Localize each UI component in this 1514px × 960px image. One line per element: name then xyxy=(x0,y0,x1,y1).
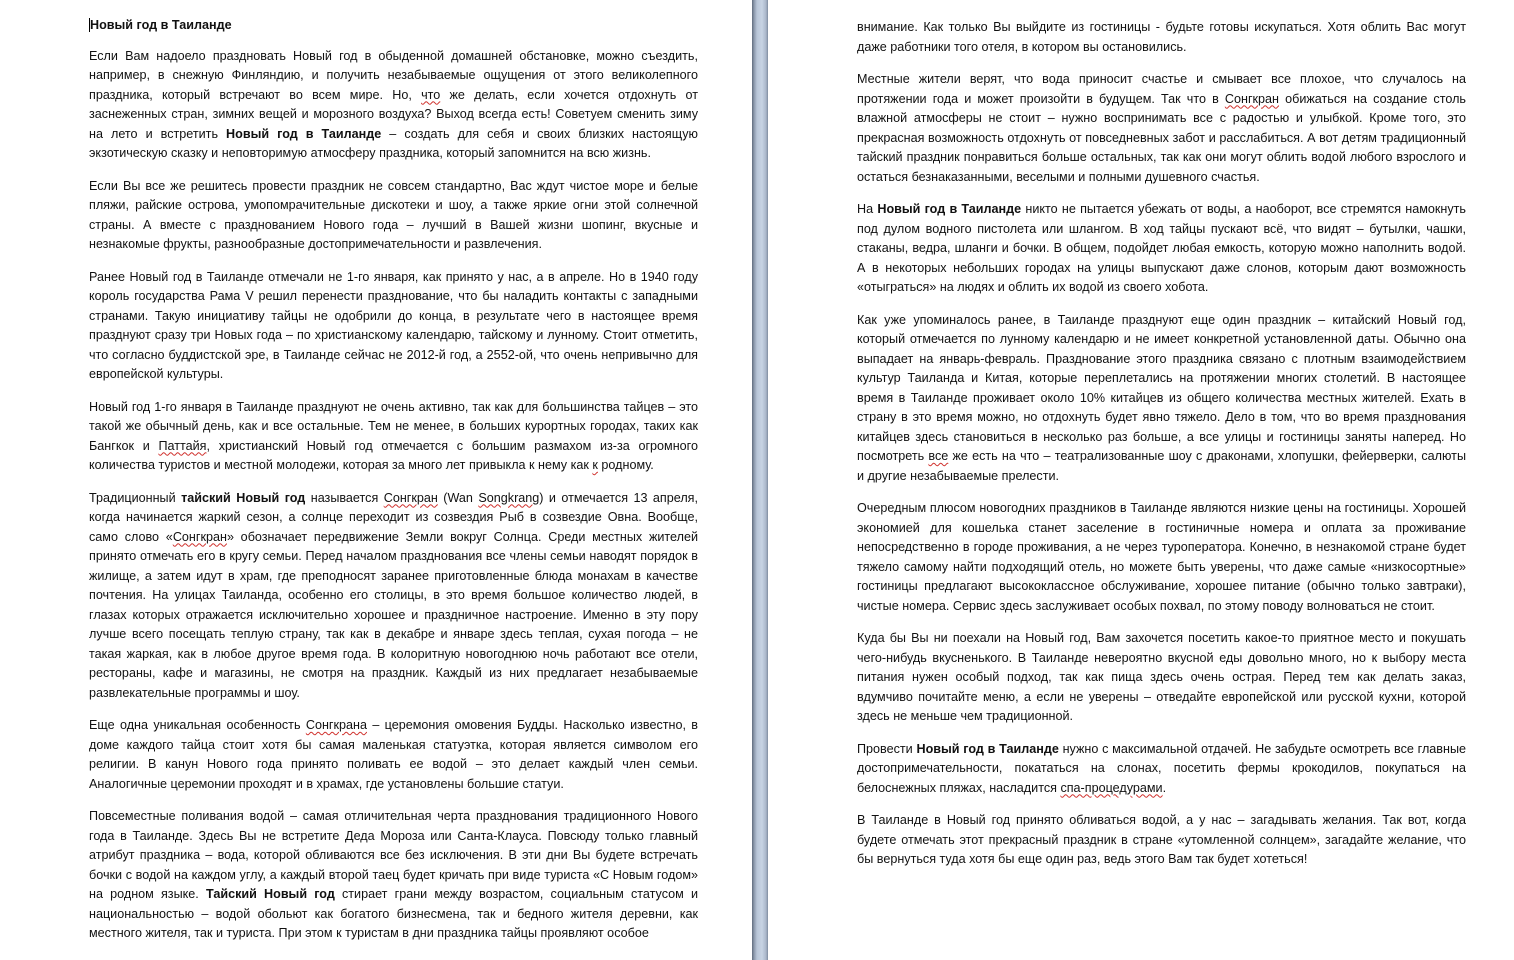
spellcheck-word[interactable]: спа-процедурами xyxy=(1060,780,1163,795)
paragraph-beaches: Если Вы все же решитесь провести праздник не совсем стандартно, Вас ждут чистое море и белые пляжи, райские острова, умопомрачительные дискотеки и шоу, а также яркие огни этой солнечной страны. А вместе с празднованием Нового года – лучший в Вашей жизни шопинг, вкусные и незнакомые фрукты, разнообразные достопримечательности и развлечения. xyxy=(89,178,698,251)
right-page-text[interactable] xyxy=(857,18,1466,883)
page-gutter xyxy=(752,0,768,960)
document-page-right[interactable] xyxy=(768,0,1514,960)
left-page-text[interactable] xyxy=(89,16,698,957)
paragraph-songkran: Традиционный тайский Новый год называется Сонгкран (Wan Songkrang) и отмечается 13 апреля, когда начинается жаркий сезон, а солнце переходит из созвездия Рыб в созвездие Овна. Вообще, само слово «Сонгкран» обозначает передвижение Земли вокруг Солнца. Среди местных жителей принято отмечать его в кругу семьи. Перед началом празднования все члены семьи наводят порядок в жилище, а затем идут в храм, где преподносят заранее приготовленные блюда монахам в качестве почтения. На улицах Таиланда, особенно его столицы, в это время большое количество людей, в глазах которых отражается исключительно хорошее и праздничное настроение. Именно в эту пору лучше всего посещать теплую страну, так как в декабре и январе здесь теплая, сухая погода – не такая жаркая, как в любое другое время года. В колоритную новогоднюю ночь работают все отели, рестораны, кафе и магазины, не смотря на праздник. Каждый из них предлагает незабываемые развлекательные программы и шоу. xyxy=(89,490,699,700)
paragraph-water: Повсеместные поливания водой – самая отличительная черта празднования традиционного Нового года в Таиланде. Здесь Вы не встретите Деда Мороза или Санта-Клауса. Повсюду только главный атрибут праздника – вода, которой обливаются все без исключения. В эти дни Вы будете встречать бочки с водой на каждом углу, а каждый второй таец будет кричать при виде туриста «С Новым годом» на родном языке. Тайский Новый год стирает грани между возрастом, социальным статусом и национальностью – водой обольют как богатого бизнесмена, так и бедного жителя деревни, как местного жителя, так и туриста. При этом к туристам в дни праздника тайцы проявляют особое xyxy=(89,809,699,940)
spellcheck-word[interactable]: Сонгкран xyxy=(1224,91,1280,106)
spellcheck-word[interactable]: все xyxy=(928,449,949,463)
paragraph-january: Новый год 1-го января в Таиланде празднуют не очень активно, так как для большинства тайцев – это такой же обычный день, как и все остальные. Тем не менее, в больших курортных городах, таких как Бангкок и Паттайя, христианский Новый год отмечается с большим размахом из-за огромного количества туристов и местной молодежи, которая за много лет привыкла к нему как к родному. xyxy=(89,399,698,472)
spellcheck-word[interactable]: Songkrang xyxy=(478,490,540,505)
spellcheck-word[interactable]: Сонгкран xyxy=(383,490,438,505)
paragraph-chinese-new-year: Как уже упоминалось ранее, в Таиланде празднуют еще один праздник – китайский Новый год, который отмечается по лунному календарю и не имеет конкретной установленной даты. Обычно она выпадает на январь-февраль. Празднование этого праздника связано с плотным взаимодействием культур Таиланда и Китая, которые переплетались на протяжении многих столетий. В настоящее время в Таиланде проживает около 10% китайцев из общего количества местных жителей. Ехать в страну в это время можно, но отдохнуть будет явно тяжело. Дело в том, что во время празднования китайцев здесь становиться в несколько раз больше, а все улицы и гостиницы заняты наперед. Но посмотреть все же есть на что – театрализованные шоу с драконами, хлопушки, фейерверки, салюты и другие незабываемые прелести. xyxy=(857,312,1466,483)
paragraph-buddha: Еще одна уникальная особенность Сонгкрана – церемония омовения Будды. Насколько известно, в доме каждого тайца стоит хотя бы самая маленькая статуэтка, которая является символом его религии. В канун Нового года принято поливать ее водой – это делает каждый член семьи. Аналогичные церемонии проходят и в храмах, где установлены большие статуи. xyxy=(89,718,698,791)
spellcheck-word[interactable]: что xyxy=(421,87,441,102)
paragraph-food: Куда бы Вы ни поехали на Новый год, Вам захочется посетить какое-то приятное место и покушать чего-нибудь вкусненького. В Таиланде невероятно вкусной еды довольно много, но к выбору места питания нужен особый подход, так как пища здесь очень острая. Перед тем как делать заказ, вдумчиво почитайте меню, а если не уверены – отведайте европейской или русской кухни, которой здесь не меньше чем традиционной. xyxy=(857,631,1466,723)
spellcheck-word[interactable]: Сонгкран xyxy=(172,529,227,544)
paragraph-wishes: В Таиланде в Новый год принято обливаться водой, а у нас – загадывать желания. Так вот, когда будете отмечать этот прекрасный праздник в стране «утомленной солнцем», загадайте желание, что бы вернуться туда хотя бы еще один раз, ведь этого Вам так будет хотеться! xyxy=(857,813,1466,866)
document-page-left[interactable] xyxy=(0,0,752,960)
paragraph-beliefs: Местные жители верят, что вода приносит счастье и смывает все плохое, что случалось на протяжении года и может произойти в будущем. Так что в Сонгкран обижаться на создание столь влажной атмосферы не стоит – нужно воспринимать все с радостью и улыбкой. Кроме того, это прекрасная возможность отдохнуть от повседневных забот и расслабиться. А вот детям традиционный тайский праздник понравиться больше остальных, так как они могут облить водой любого взрослого и остаться безнаказанными, веселыми и полными душевного счастья. xyxy=(857,72,1466,184)
paragraph-soaking: На Новый год в Таиланде никто не пытается убежать от воды, а наоборот, все стремятся намокнуть под дулом водного пистолета или шлангом. В ход тайцы пускают всё, что видят – бутылки, чашки, стаканы, ведра, шланги и бочки. В общем, подойдет любая емкость, которую можно наполнить водой. А в некоторых небольших городах на улицы выпускают даже слонов, которым дают возможность «отыграться» на людях и облить их водой из своего хобота. xyxy=(857,202,1466,294)
document-title xyxy=(89,16,698,36)
paragraph-activities: Провести Новый год в Таиланде нужно с максимальной отдачей. Не забудьте осмотреть все главные достопримечательности, покататься на слонах, посетить фермы крокодилов, покупаться на белоснежных пляжах, насладится спа-процедурами. xyxy=(857,741,1466,795)
spellcheck-word[interactable]: Паттайя xyxy=(158,438,207,453)
bold-keyphrase: Новый год в Таиланде xyxy=(916,741,1059,756)
bold-keyphrase: Тайский Новый год xyxy=(205,887,335,901)
paragraph-history: Ранее Новый год в Таиланде отмечали не 1-го января, как принято у нас, а в апреле. Но в 1940 году король государства Рама V решил перенести празднование, что бы наладить контакты с западными странами. Такую инициативу тайцы не одобрили до конца, в результате чего в настоящее время празднуют сразу три Новых года – по христианскому календарю, тайскому и лунному. Стоит отметить, что согласно буддистской эре, в Таиланде сейчас не 2012-й год, а 2552-ой, что очень непривычно для европейской культуры. xyxy=(89,269,698,381)
spellcheck-word[interactable]: Сонгкрана xyxy=(305,718,367,732)
document-title-text: Новый год в Таиланде xyxy=(90,18,232,32)
bold-keyphrase: Новый год в Таиланде xyxy=(877,202,1022,216)
paragraph-prices: Очередным плюсом новогодних праздников в Таиланде являются низкие цены на гостиницы. Хорошей экономией для кошелька станет заселение в гостиничные номера и оплата за проживание непосредственно в городе проживания, а не через туроператора. Конечно, в незнакомой стране будет тяжело самому найти подходящий отель, но можете быть уверены, что даже самые «низкосортные» гостиницы предлагают высококлассное обслуживание, хорошее питание (обычно только завтраки), чистые номера. Сервис здесь заслуживает особых похвал, по этому поводу волноваться не стоит. xyxy=(857,501,1466,613)
paragraph-intro: Если Вам надоело праздновать Новый год в обыденной домашней обстановке, можно съездить, например, в снежную Финляндию, и получить незабываемые ощущения от этого великолепного праздника, который встречают во всем мире. Но, что же делать, если хочется отдохнуть от заснеженных стран, зимних вещей и морозного воздуха? Выход всегда есть! Советуем сменить зиму на лето и встретить Новый год в Таиланде – создать для себя и своих близких настоящую экзотическую сказку и неповторимую атмосферу праздника, который запомнится на всю жизнь. xyxy=(89,48,699,160)
bold-keyphrase: тайский Новый год xyxy=(181,490,306,505)
paragraph-hotel: внимание. Как только Вы выйдите из гостиницы - будьте готовы искупаться. Хотя облить Вас могут даже работники того отеля, в котором вы остановились. xyxy=(857,20,1466,54)
bold-keyphrase: Новый год в Таиланде xyxy=(226,126,382,141)
spellcheck-word[interactable]: к xyxy=(592,458,598,472)
